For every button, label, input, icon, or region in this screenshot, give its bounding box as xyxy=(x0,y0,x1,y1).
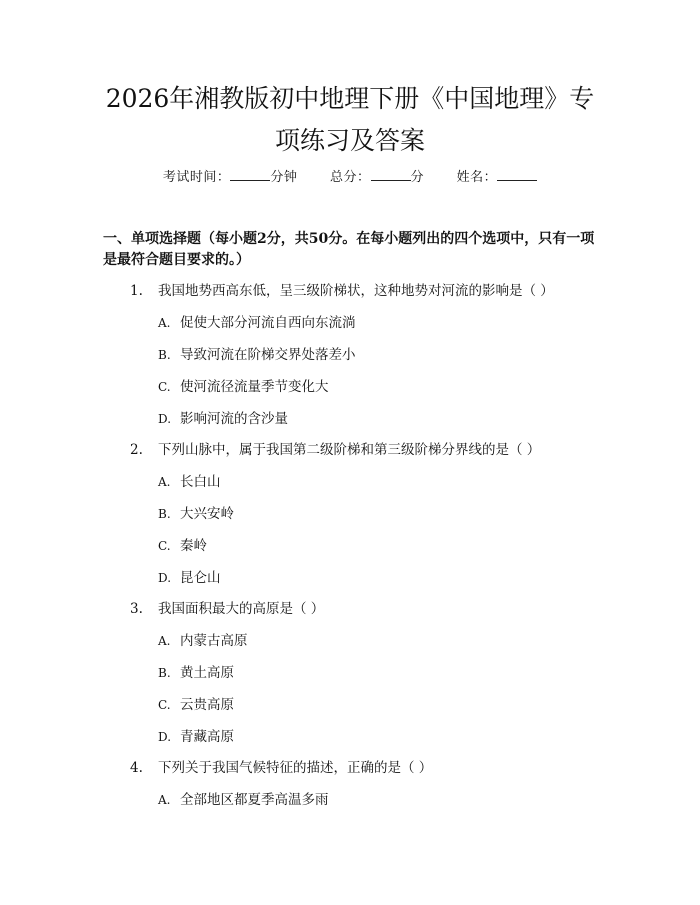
section-heading-line2: 是最符合题目要求的。） xyxy=(103,252,250,268)
score-unit: 分 xyxy=(410,170,425,185)
score-label: 总分： xyxy=(329,170,371,185)
option-1b xyxy=(158,345,356,365)
option-letter: B. xyxy=(158,666,171,680)
question-text: 下列关于我国气候特征的描述，正确的是（ ） xyxy=(158,760,433,776)
exam-meta xyxy=(0,168,700,188)
option-text: 使河流径流量季节变化大 xyxy=(180,379,329,395)
name-blank[interactable] xyxy=(497,168,537,181)
option-1d xyxy=(158,409,288,429)
option-letter: A. xyxy=(158,475,171,489)
question-1 xyxy=(130,281,554,301)
option-text: 全部地区都夏季高温多雨 xyxy=(180,792,329,808)
option-1c xyxy=(158,377,329,397)
option-3b xyxy=(158,663,234,683)
option-letter: C. xyxy=(158,380,171,394)
section-heading-line1: 一、单项选择题（每小题2分，共50分。在每小题列出的四个选项中，只有一项 xyxy=(103,231,595,247)
question-text: 我国面积最大的高原是（ ） xyxy=(158,601,325,617)
option-letter: C. xyxy=(158,698,171,712)
option-letter: D. xyxy=(158,412,172,426)
option-text: 导致河流在阶梯交界处落差小 xyxy=(180,347,356,363)
option-text: 云贵高原 xyxy=(180,697,234,713)
option-text: 内蒙古高原 xyxy=(180,633,248,649)
question-number: 4. xyxy=(130,760,143,776)
time-blank[interactable] xyxy=(230,168,270,181)
time-unit: 分钟 xyxy=(270,170,298,185)
page-title-line2: 项练习及答案 xyxy=(274,126,425,155)
option-letter: C. xyxy=(158,539,171,553)
time-label: 考试时间： xyxy=(162,170,231,185)
option-letter: B. xyxy=(158,348,171,362)
option-letter: A. xyxy=(158,793,171,807)
option-2d xyxy=(158,568,221,588)
question-number: 1. xyxy=(130,283,143,299)
option-3d xyxy=(158,727,234,747)
question-number: 2. xyxy=(130,442,143,458)
score-field xyxy=(330,170,429,185)
question-number: 3. xyxy=(130,601,143,617)
option-letter: D. xyxy=(158,730,172,744)
option-3c xyxy=(158,695,234,715)
question-2 xyxy=(130,440,540,460)
option-text: 青藏高原 xyxy=(180,729,234,745)
option-letter: A. xyxy=(158,316,171,330)
option-letter: B. xyxy=(158,507,171,521)
page-title-line1: 2026年湘教版初中地理下册《中国地理》专 xyxy=(105,84,595,113)
option-4a xyxy=(158,790,329,810)
question-4 xyxy=(130,758,432,778)
option-text: 大兴安岭 xyxy=(180,506,234,522)
option-letter: D. xyxy=(158,571,172,585)
option-2c xyxy=(158,536,207,556)
option-text: 黄土高原 xyxy=(180,665,234,681)
name-label: 姓名： xyxy=(456,170,498,185)
option-text: 促使大部分河流自西向东流淌 xyxy=(180,315,356,331)
question-3 xyxy=(130,599,324,619)
option-2b xyxy=(158,504,234,524)
option-2a xyxy=(158,472,221,492)
option-text: 影响河流的含沙量 xyxy=(180,411,288,427)
score-blank[interactable] xyxy=(371,168,411,181)
question-text: 下列山脉中，属于我国第二级阶梯和第三级阶梯分界线的是（ ） xyxy=(158,442,541,458)
name-field xyxy=(457,170,538,185)
option-text: 昆仑山 xyxy=(180,570,221,586)
option-1a xyxy=(158,313,356,333)
option-letter: A. xyxy=(158,634,171,648)
option-text: 长白山 xyxy=(180,474,221,490)
time-field xyxy=(163,170,302,185)
option-text: 秦岭 xyxy=(180,538,207,554)
option-3a xyxy=(158,631,248,651)
question-text: 我国地势西高东低，呈三级阶梯状，这种地势对河流的影响是（ ） xyxy=(158,283,554,299)
